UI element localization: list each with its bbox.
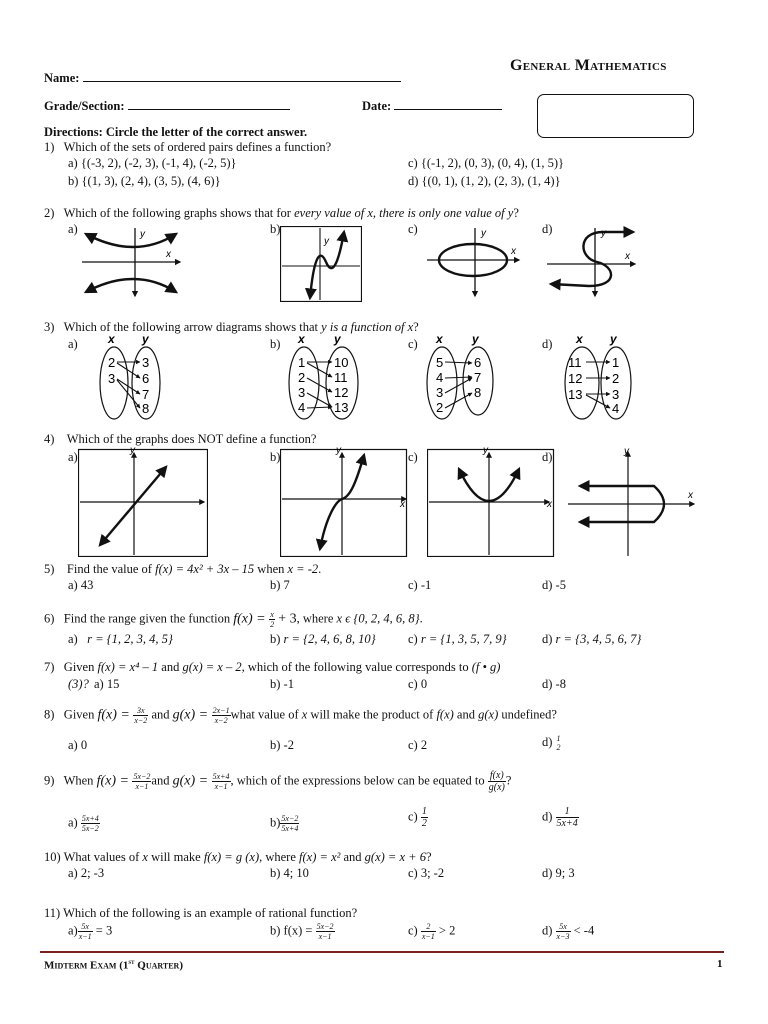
q6-domain: x ϵ {0, 2, 4, 6, 8} [336,611,420,626]
q10-g: g(x) = x + 6 [364,850,426,864]
q5-text: Find the value of [66,562,156,576]
option-fraction [421,806,428,829]
q6-fraction [269,610,275,629]
x-head: x [436,333,443,346]
q10-text: What values of [63,850,143,864]
numerator: 5x−2 [316,922,334,931]
x-value: 3 [108,371,116,386]
q9-option-c[interactable] [408,806,428,829]
q11-option-b[interactable] [270,922,335,941]
numerator: f(x) [488,770,506,782]
q8-fx: f(x) = [97,707,134,723]
option-letter: d) [542,632,553,646]
q10-option-b[interactable]: b) 4; 10 [270,866,309,880]
q6-option-b[interactable] [270,632,376,647]
numerator: 2x−1 [212,706,230,715]
option-letter: b) [270,815,281,830]
q7-g: g(x) = x – 2 [182,660,242,674]
q9-question-mark: ? [505,773,512,788]
q3-text: Which of the following arrow diagrams shows that [63,320,322,334]
q2-text-em: every value of x, there is only one value of y [294,206,514,220]
y-label: y [336,447,341,456]
x-value: 12 [568,371,583,386]
q8-g: g(x) [478,707,499,722]
x-head: x [576,333,583,346]
q10-text-end: ? [425,850,432,864]
q10-option-a[interactable]: a) 2; -3 [68,866,105,880]
page-number: 1 [717,958,723,970]
denominator: 5x+4 [556,818,578,829]
footer-label [44,958,183,972]
q8-number: 8) [44,707,55,722]
option-text: r = {1, 3, 5, 7, 9} [420,632,507,646]
q7-number: 7) [44,660,55,674]
q9-fx: f(x) = [96,773,133,789]
q6-text-mid: , where [296,611,337,626]
q6-text-end: . [419,611,423,626]
y-label: y [324,236,329,247]
denominator: x−1 [78,932,92,941]
q7-line2: (3)? [68,677,89,691]
q7-text-mid: and [158,660,183,674]
q9-number: 9) [44,773,55,788]
q4-label-d[interactable]: d) [542,450,553,464]
y-value: 3 [142,355,150,370]
score-box[interactable] [537,94,694,138]
q3-diagram-b[interactable] [284,333,364,423]
mapping-arrows [445,362,472,408]
q6-fx: f(x) = [233,611,270,627]
q11-number: 11) [44,906,61,920]
grade-blank[interactable] [128,98,290,110]
numerator: 5x+4 [212,772,230,781]
y-label: y [130,447,135,456]
q9-g-fraction [212,772,231,791]
option-fraction [280,814,299,833]
numerator: 5x−2 [281,814,299,823]
q10-option-c[interactable]: c) 3; -2 [408,866,445,880]
q4-label-c[interactable]: c) [408,450,418,464]
linear-graph [100,467,166,545]
graph-frame [281,227,362,302]
q4-label-b[interactable]: b) [270,450,281,464]
q6-text: Find the range given the function [63,611,234,626]
x-value: 3 [298,385,306,400]
q1-option-b[interactable]: b) {(1, 3), (2, 4), (3, 5), (4, 6)} [68,174,221,188]
q10-stem [44,850,432,865]
option-letter: b) f(x) = [270,923,313,938]
numerator: 1 [556,806,579,818]
option-fraction [316,922,335,941]
graph-frame [79,450,208,557]
denominator: x−1 [318,932,332,941]
q7-stem [44,660,500,675]
option-relation: = 3 [95,923,113,938]
y-value: 7 [474,370,482,385]
option-letter: a) [68,632,78,646]
q10-x: x [142,850,148,864]
q8-x: x [301,707,308,722]
denominator: 5x+4 [281,824,299,833]
q6-option-c[interactable] [408,632,507,647]
option-text: r = {1, 2, 3, 4, 5} [87,632,173,646]
y-head: y [334,333,341,346]
name-row [44,70,401,86]
q10-option-d[interactable]: d) 9; 3 [542,866,575,880]
option-letter: a) [68,923,78,938]
option-text: r = {2, 4, 6, 8, 10} [283,632,376,646]
denominator: 2 [556,743,561,752]
q10-text-mid: will make [147,850,204,864]
q11-stem [44,906,357,921]
q7-text-post: , which of the following value corresponds to [241,660,472,674]
q2-graph-b[interactable] [280,226,362,302]
denominator: x−1 [135,782,149,791]
numerator: 5x [78,922,93,932]
q8-text-and: and [453,707,479,722]
denominator: g(x) [488,782,505,793]
q8-f-fraction [133,706,148,725]
q6-plus: + 3 [278,611,297,627]
q8-stem [44,706,557,725]
q2-graph-d[interactable] [545,224,637,300]
q3-label-c[interactable]: c) [408,337,418,351]
footer-text: Midterm Exam (1 [44,959,129,972]
q5-x-value: x = -2 [287,562,319,576]
q10-equation: f(x) = g (x) [203,850,260,864]
option-text: r = {3, 4, 5, 6, 7} [555,632,642,646]
y-value: 3 [612,387,620,402]
y-label: y [481,228,486,239]
q8-gx: g(x) = [172,707,212,723]
x-value: 2 [436,400,444,415]
x-value: 1 [298,355,306,370]
q1-option-a[interactable]: a) {(-3, 2), (-2, 3), (-1, 4), (-2, 5)} [68,156,237,170]
q8-option-a[interactable]: a) 0 [68,738,88,752]
numerator: 1 [421,806,427,817]
denominator: x−3 [556,932,570,941]
q3-diagram-d[interactable] [560,333,640,423]
q11-text: Which of the following is an example of rational function? [63,906,358,920]
name-blank[interactable] [83,70,401,82]
q11-option-d[interactable] [542,922,594,941]
grade-row [44,98,290,114]
q4-label-a[interactable]: a) [68,450,78,464]
x-value: 2 [298,370,306,385]
y-head: y [142,333,149,346]
numerator: x [270,610,274,619]
q5-option-d[interactable]: d) -5 [542,578,566,592]
q2-text: Which of the following graphs shows that for [63,206,295,220]
q10-number: 10) [44,850,61,864]
q8-and: and [148,707,173,722]
option-fraction [556,922,571,941]
q11-option-c[interactable] [408,922,455,941]
q6-option-d[interactable] [542,632,641,647]
y-label: y [483,447,488,456]
y-label: y [601,228,606,239]
q6-stem [44,610,423,629]
option-letter: c) [408,809,418,824]
denominator: x−2 [214,716,228,725]
q3-text-end: ? [413,320,419,334]
q4-number: 4) [44,432,55,446]
q9-and: and [151,773,173,788]
q8-option-b[interactable]: b) -2 [270,738,294,752]
option-fraction [78,922,93,941]
q5-function: f(x) = 4x² + 3x – 15 [155,562,255,576]
y-value: 2 [612,371,620,386]
s-curve [551,232,633,286]
q1-number: 1) [44,140,55,154]
numerator: 5x+4 [81,814,99,823]
graph-frame [428,450,554,557]
q6-number: 6) [44,611,55,626]
date-row [362,98,502,114]
y-value: 6 [474,355,482,370]
q9-gx: g(x) = [172,773,212,789]
x-label: x [511,246,516,257]
q4-graph-b[interactable] [280,447,410,557]
y-value: 8 [142,401,150,416]
option-letter: c) [408,632,418,646]
q8-text: Given [63,707,98,722]
denominator: x−2 [134,716,148,725]
x-label: x [547,499,552,510]
q9-f-fraction [132,772,151,791]
option-letter: d) [542,734,553,749]
option-letter: d) [542,923,553,938]
footer-superscript: st [128,958,135,966]
q3-number: 3) [44,320,55,334]
numerator: 2 [421,922,436,932]
x-label: x [688,490,693,501]
q9-stem [44,770,511,793]
q2-label-d[interactable]: d) [542,222,553,236]
q3-diagram-a[interactable] [96,333,168,423]
q8-f: f(x) [436,707,454,722]
q4-text: Which of the graphs does NOT define a function? [66,432,317,446]
y-head: y [610,333,617,346]
x-value: 13 [568,387,583,402]
q1-option-c[interactable]: c) {(-1, 2), (0, 3), (0, 4), (1, 5)} [408,156,565,170]
y-value: 6 [142,371,150,386]
x-value: 4 [298,400,306,415]
q8-option-d[interactable] [542,734,562,752]
q7-option-d[interactable]: d) -8 [542,677,566,691]
page-title: General Mathematics [510,57,667,74]
q6-option-a[interactable] [68,632,173,647]
denominator: 2 [421,818,427,829]
q4-graph-d[interactable] [566,444,698,558]
x-head: x [108,333,115,346]
name-label: Name: [44,71,80,85]
y-head: y [472,333,479,346]
numerator: 5x−2 [133,772,151,781]
date-blank[interactable] [394,98,502,110]
option-letter: b) [270,632,281,646]
q4-graph-a[interactable] [78,447,208,557]
option-fraction [556,806,579,829]
option-relation: > 2 [438,923,456,938]
y-value: 12 [334,385,349,400]
footer-rule [40,951,724,953]
y-value: 13 [334,400,349,415]
x-value: 2 [108,355,116,370]
y-value: 10 [334,355,349,370]
q3-label-d[interactable]: d) [542,337,553,351]
x-value: 3 [436,385,444,400]
q8-d-fraction [556,734,562,752]
y-value: 8 [474,385,482,400]
q10-text-and: and [340,850,365,864]
grade-label: Grade/Section: [44,99,125,113]
q2-number: 2) [44,206,55,220]
option-fraction [421,922,436,941]
x-head: x [298,333,305,346]
q9-text-post: , which of the expressions below can be equated to [230,773,485,788]
q1-stem [44,140,331,155]
q1-option-d[interactable]: d) {(0, 1), (1, 2), (2, 3), (1, 4)} [408,174,561,188]
q7-composition: (f • g) [471,660,501,674]
q2-graph-a[interactable] [80,224,182,300]
q3-label-a[interactable]: a) [68,337,78,351]
q9-option-b[interactable] [270,814,299,833]
q8-option-c[interactable]: c) 2 [408,738,428,752]
q2-label-c[interactable]: c) [408,222,418,236]
date-label: Date: [362,99,392,113]
q8-g-fraction [212,706,231,725]
numerator: 1 [556,734,561,743]
x-value: 4 [436,370,444,385]
denominator: x−1 [214,782,228,791]
q2-label-b[interactable]: b) [270,222,281,236]
q7-option-a[interactable]: a) 15 [94,677,120,691]
q3-diagram-c[interactable] [422,333,502,423]
q5-text-end: . [318,562,322,576]
q8-text-post2: will make the product of [307,707,437,722]
q9-option-a[interactable] [68,814,100,833]
y-value: 1 [612,355,620,370]
q4-stem [44,432,316,447]
q1-text: Which of the sets of ordered pairs defines a function? [63,140,332,154]
q11-option-a[interactable] [68,922,112,941]
denominator: 5x−2 [81,824,99,833]
upper-branch [86,234,176,247]
q10-text-mid2: , where [259,850,300,864]
option-letter: d) [542,809,553,824]
q7-option-c[interactable]: c) 0 [408,677,428,691]
q2-label-a[interactable]: a) [68,222,78,236]
numerator: 3x [133,706,148,716]
q5-option-c[interactable]: c) -1 [408,578,432,592]
q9-option-d[interactable] [542,806,579,829]
q2-stem [44,206,519,221]
option-fraction [81,814,100,833]
q7-f: f(x) = x⁴ – 1 [97,660,159,674]
q2-text-end: ? [513,206,519,220]
q5-option-a[interactable]: a) 43 [68,578,94,592]
y-label: y [624,446,629,457]
option-letter: c) [408,923,418,938]
x-value: 5 [436,355,444,370]
q9-text: When [63,773,97,788]
q3-text-em: y is a function of x [321,320,414,334]
option-relation: < -4 [573,923,595,938]
x-label: x [166,249,171,260]
q8-text-end: undefined? [498,707,557,722]
y-value: 11 [334,370,348,385]
y-label: y [140,229,145,240]
q5-stem [44,562,321,577]
q5-number: 5) [44,562,55,576]
x-label: x [625,251,630,262]
q7-option-b[interactable]: b) -1 [270,677,294,691]
footer-text-end: Quarter) [134,959,183,972]
denominator: x−1 [421,932,435,941]
numerator: 5x [556,922,571,932]
option-letter: a) [68,815,78,830]
y-value: 7 [142,387,150,402]
q7-text: Given [63,660,98,674]
graph-frame [281,450,407,557]
q9-target-fraction [488,770,506,793]
q5-option-b[interactable]: b) 7 [270,578,290,592]
q4-graph-c[interactable] [427,447,557,557]
directions: Directions: Circle the letter of the correct answer. [44,125,308,139]
q2-graph-c[interactable] [425,224,521,300]
x-label: x [400,499,405,510]
q3-label-b[interactable]: b) [270,337,281,351]
denominator: 2 [270,620,275,629]
q10-f: f(x) = x² [299,850,341,864]
x-value: 11 [568,355,582,370]
q8-text-post: what value of [230,707,302,722]
lower-branch [86,279,176,292]
q5-text-mid: when [254,562,288,576]
y-value: 4 [612,401,620,416]
